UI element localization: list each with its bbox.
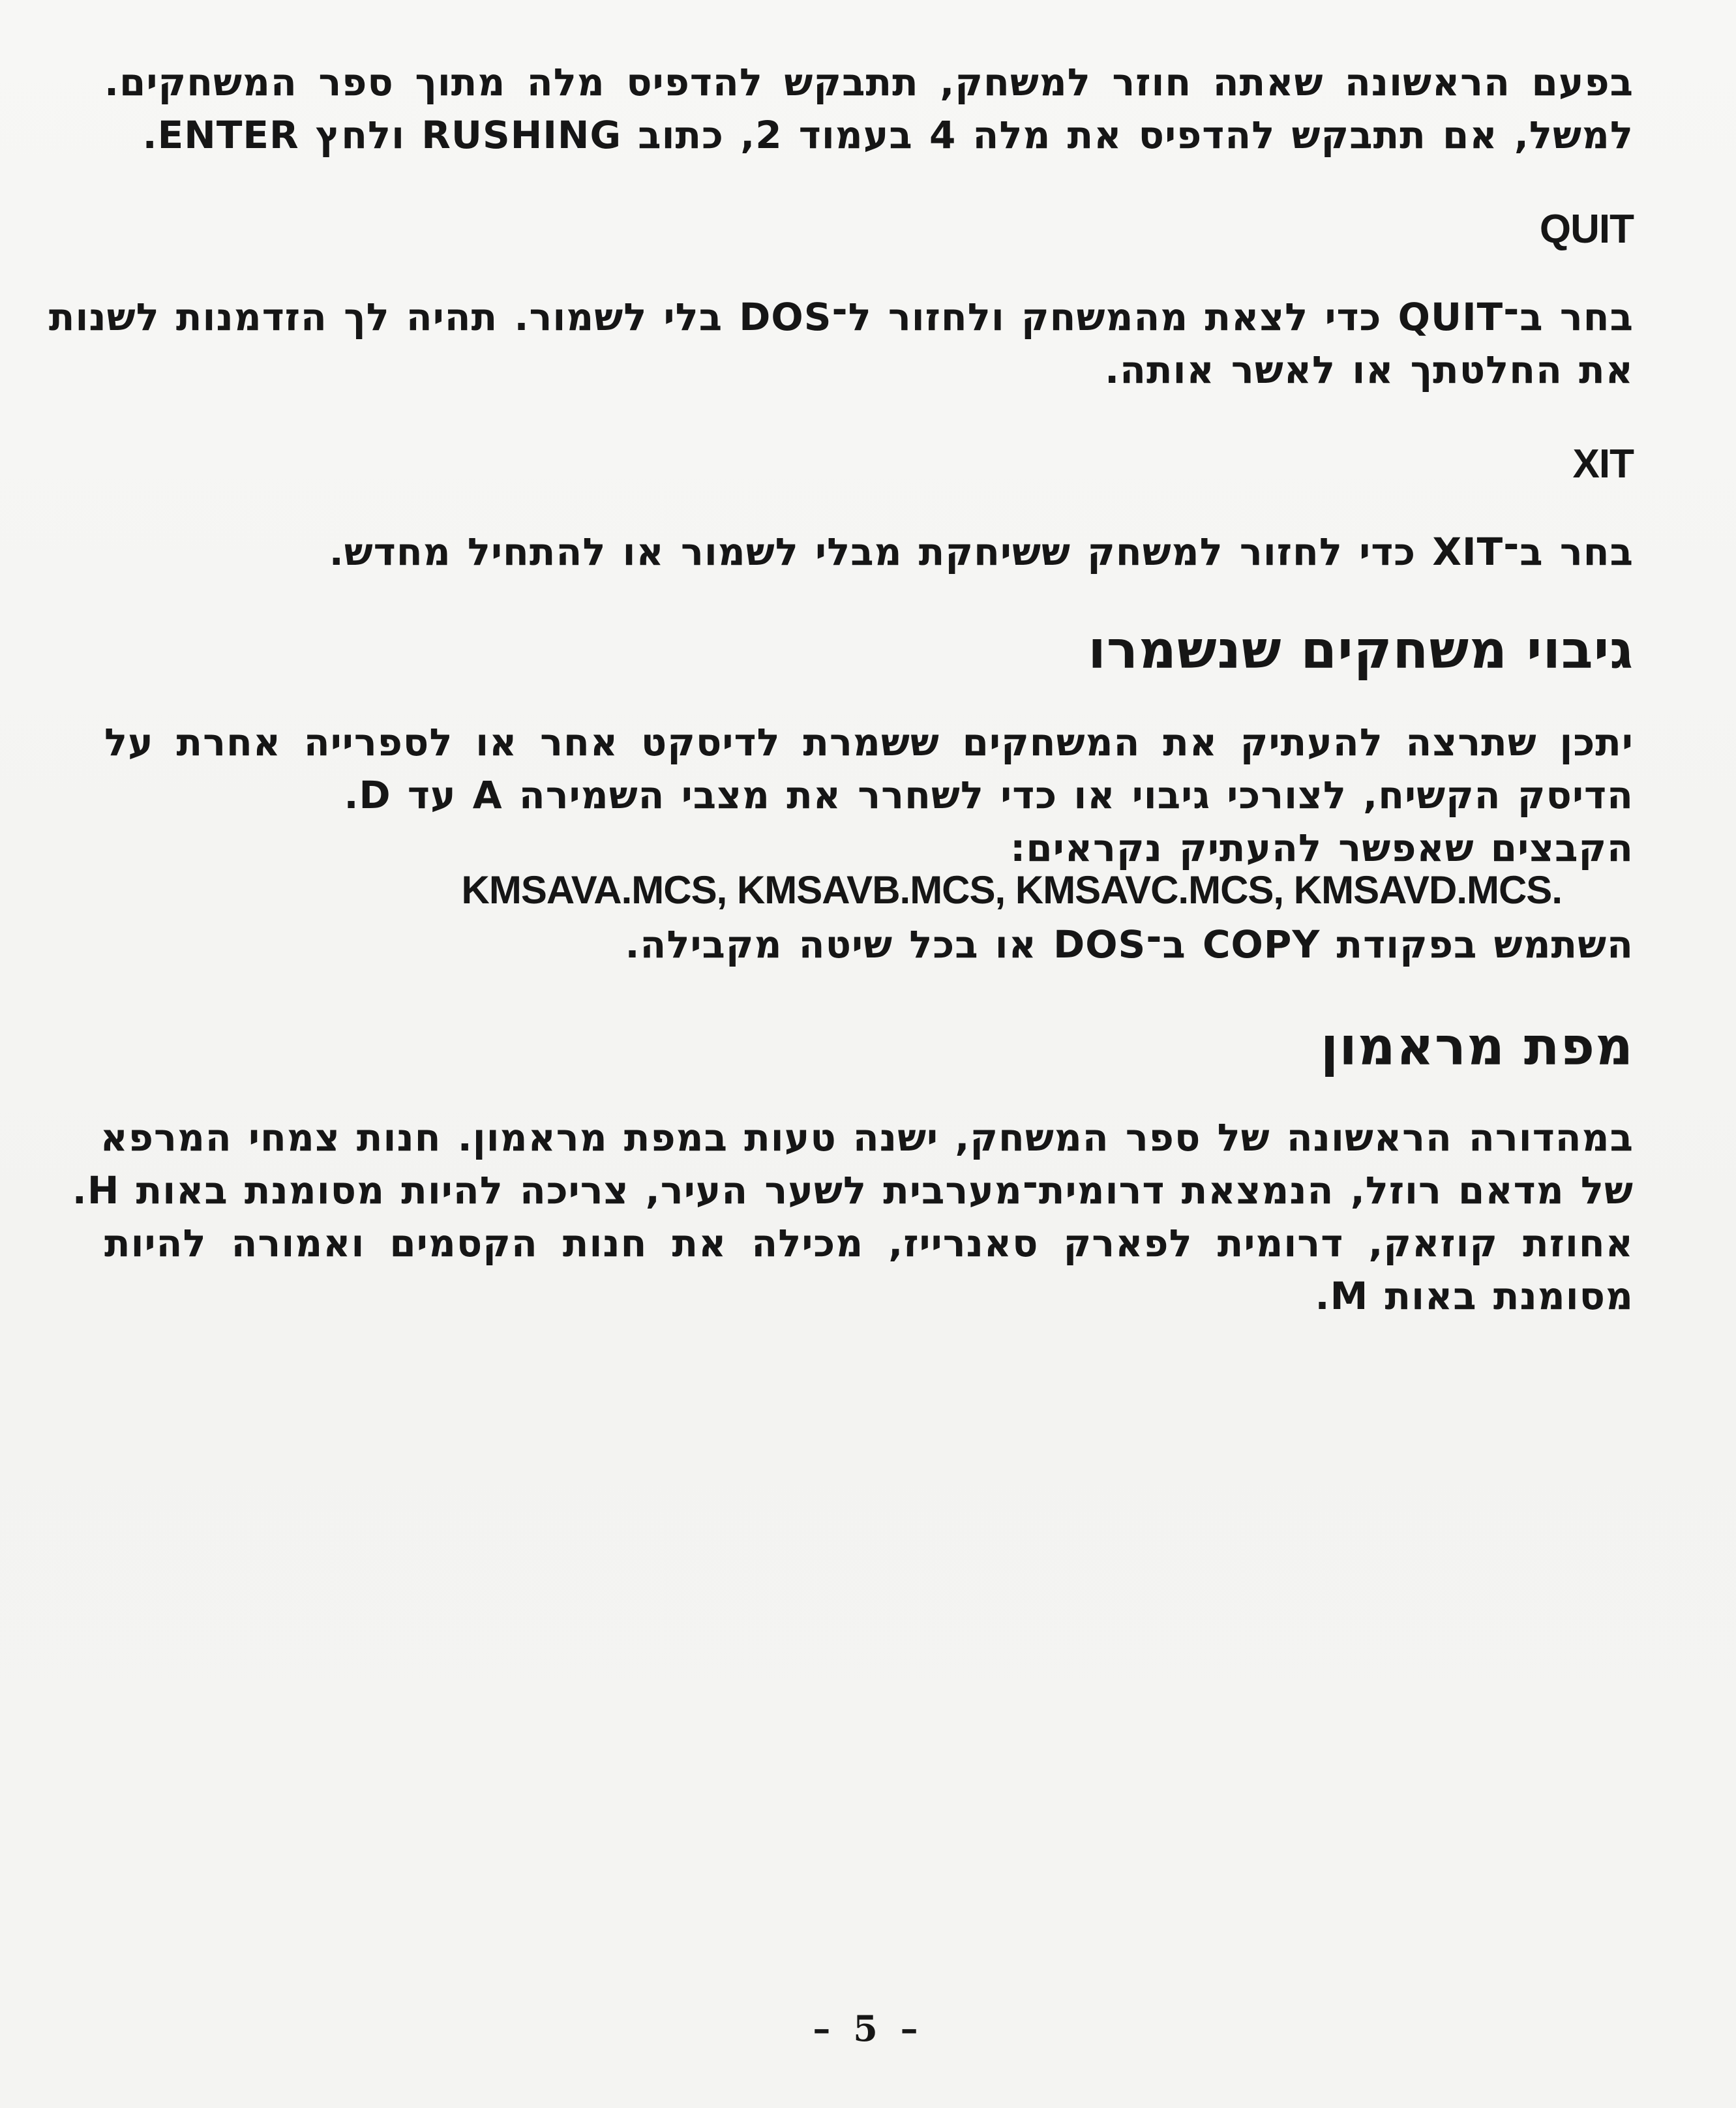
map-line: מסומנת באות M. bbox=[1315, 1274, 1634, 1318]
backup-paragraph bbox=[104, 716, 1634, 875]
map-line: במהדורה הראשונה של ספר המשחק, ישנה טעות במפת מראמון. חנות צמחי המרפא bbox=[100, 1115, 1634, 1160]
quit-line: בחר ב־QUIT כדי לצאת מהמשחק ולחזור ל־DOS בלי לשמור. תהיה לך הזדמנות לשנות bbox=[48, 295, 1634, 339]
save-file-list: KMSAVA.MCS, KMSAVB.MCS, KMSAVC.MCS, KMSAVD.MCS. bbox=[461, 868, 1562, 912]
map-section-title: מפת מראמון bbox=[1320, 1016, 1634, 1077]
map-line: של מדאם רוזל, הנמצאת דרומית־מערבית לשער העיר, צריכה להיות מסומנת באות H. bbox=[72, 1168, 1634, 1212]
backup-line: הדיסק הקשיח, לצורכי גיבוי או כדי לשחרר את מצבי השמירה A עד D. bbox=[344, 773, 1634, 817]
backup-section-title: גיבוי משחקים שנשמרו bbox=[1088, 620, 1634, 680]
quit-paragraph bbox=[48, 291, 1634, 397]
xit-heading: XIT bbox=[1572, 442, 1634, 487]
backup-line: יתכן שתרצה להעתיק את המשחקים ששמרת לדיסקט אחר או לספרייה אחרת על bbox=[104, 720, 1634, 764]
quit-heading: QUIT bbox=[1539, 207, 1634, 252]
intro-line: בפעם הראשונה שאתה חוזר למשחק, תתבקש להדפיס מלה מתוך ספר המשחקים. bbox=[104, 60, 1634, 104]
copy-instruction bbox=[104, 918, 1634, 971]
intro-line: למשל, אם תתבקש להדפיס את מלה 4 בעמוד 2, כתוב RUSHING ולחץ ENTER. bbox=[142, 113, 1634, 157]
backup-line: הקבצים שאפשר להעתיק נקראים: bbox=[1010, 826, 1634, 870]
xit-paragraph bbox=[104, 526, 1634, 579]
map-line: אחוזת קוזאק, דרומית לפארק סאנרייז, מכילה את חנות הקסמים ואמורה להיות bbox=[104, 1221, 1634, 1265]
xit-line: בחר ב־XIT כדי לחזור למשחק ששיחקת מבלי לשמור או להתחיל מחדש. bbox=[329, 530, 1634, 574]
backup-line: השתמש בפקודת COPY ב־DOS או בכל שיטה מקבילה. bbox=[625, 922, 1634, 967]
map-paragraph bbox=[72, 1111, 1634, 1323]
intro-paragraph bbox=[104, 56, 1634, 162]
quit-line: את החלטתך או לאשר אותה. bbox=[1105, 348, 1634, 392]
page-number: – 5 – bbox=[813, 2008, 923, 2049]
